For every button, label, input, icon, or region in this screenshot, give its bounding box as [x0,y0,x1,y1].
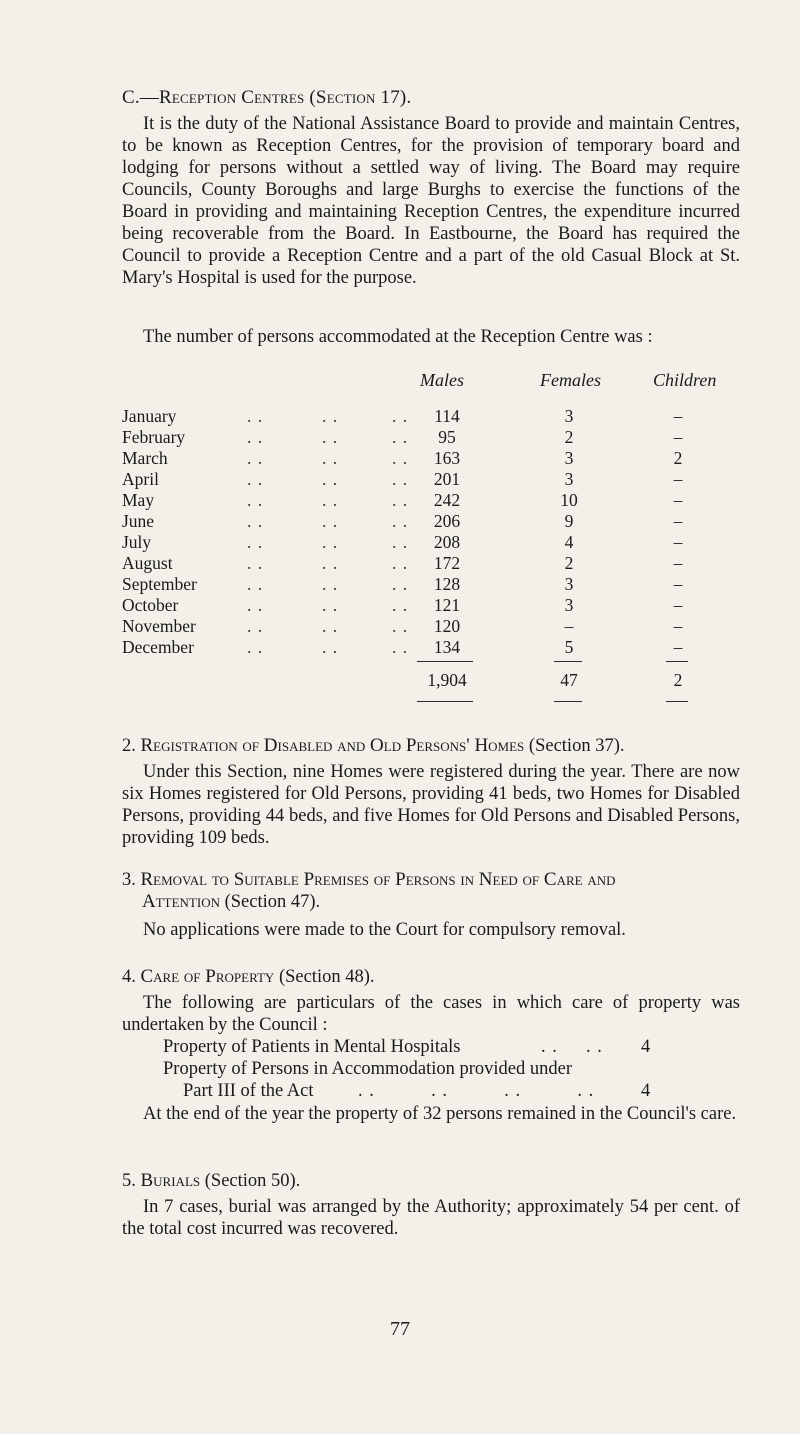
section-c-heading: C.—Reception Centres (Section 17). [122,87,412,108]
cell-children: – [673,616,683,636]
table-row [122,427,742,448]
cell-females: 2 [564,427,574,447]
section-c-paragraph: It is the duty of the National Assistance Board to provide and maintain Centres, to be known as Reception Centres, for the provision of temporary board and lodging for persons without a settled way of living. The Board may require Councils, County Boroughs and large Burghs to exercise the functions of the Board in providing and maintaining Reception Centres, the expenditure incurred being recoverable from the Board. In Eastbourne, the Board has required the Council to provide a Reception Centre and a part of the old Casual Block at St. Mary's Hospital is used for the purpose. [122,114,740,288]
property-item-2-value: 4 [641,1081,651,1101]
header-males: Males [420,370,464,390]
section-5-title-sc: Burials [140,1170,201,1191]
cell-females: 3 [564,595,574,615]
section-5-title [122,1170,722,1192]
total-rule-bottom-males [417,701,473,702]
section-3-title-line2: Attention [142,891,220,912]
cell-females: 4 [564,532,574,552]
section-2 [122,735,752,757]
total-rule-bottom-females [554,701,582,702]
section-5-number: 5. [122,1171,136,1191]
leader-dots: . . [247,490,264,510]
leader-dots: . . [247,406,264,426]
total-children: 2 [673,670,683,690]
leader-dots: . . [322,637,339,657]
property-item-1-value: 4 [641,1037,651,1057]
total-rule-top-females [554,661,582,662]
cell-children: – [673,532,683,552]
section-2-title-sc: Registration of Disabled and Old Persons' Homes [140,735,525,756]
month-label: April [122,469,159,489]
leader-dots: . . [392,406,409,426]
cell-females: 10 [560,490,578,510]
total-males: 1,904 [427,670,467,690]
section-2-title-tail: (Section 37). [528,736,625,756]
section-2-title [122,735,752,757]
leader-dots: . . [247,532,264,552]
cell-children: – [673,595,683,615]
leader-dots: . . [247,595,264,615]
section-4-number: 4. [122,967,136,987]
leader-dots: . . [247,511,264,531]
section-5-paragraph: In 7 cases, burial was arranged by the Authority; approximately 54 per cent. of the total cost incurred was recovered. [122,1197,740,1239]
cell-females: 3 [564,448,574,468]
cell-males: 172 [433,553,461,573]
leader-dots: . . [392,490,409,510]
table-row [122,637,742,658]
section-c [122,87,722,109]
table-row [122,532,742,553]
section-3-body [122,919,740,941]
section-3-paragraph: No applications were made to the Court for compulsory removal. [143,920,626,940]
table-row [122,574,742,595]
table-row [122,448,742,469]
cell-males: 120 [433,616,461,636]
cell-males: 114 [434,406,460,426]
month-label: November [122,616,196,636]
leader-dots: . . [247,427,264,447]
cell-females: 3 [564,469,574,489]
header-females: Females [540,370,601,390]
totals-row [122,670,742,691]
leader-dots: . . [322,574,339,594]
month-label: October [122,595,179,615]
section-4-paragraph: The following are particulars of the cases in which care of property was undertaken by the Council : [122,993,740,1035]
cell-children: – [673,427,683,447]
property-item-2-dots: . . . . . . . . [358,1081,595,1101]
total-rule-top-males [417,661,473,662]
leader-dots: . . [392,553,409,573]
cell-males: 206 [433,511,461,531]
cell-males: 121 [433,595,461,615]
leader-dots: . . [322,448,339,468]
section-4-title-sc: Care of Property [140,966,275,987]
table-row [122,616,742,637]
section-3-title-tail: (Section 47). [224,892,321,912]
section-5-title-tail: (Section 50). [204,1171,301,1191]
cell-males: 128 [433,574,461,594]
leader-dots: . . [247,616,264,636]
cell-females: – [564,616,574,636]
cell-males: 201 [433,469,461,489]
leader-dots: . . [247,469,264,489]
section-3-title-second [122,891,752,913]
cell-children: – [673,511,683,531]
section-5-body [122,1196,740,1240]
section-4-title-tail: (Section 48). [278,967,375,987]
cell-children: – [673,574,683,594]
cell-children: – [673,553,683,573]
table-row [122,511,742,532]
table-intro: The number of persons accommodated at the Reception Centre was : [143,327,653,347]
leader-dots: . . [322,616,339,636]
section-4 [122,966,722,988]
section-3-number: 3. [122,870,136,890]
section-4-closing-wrap [122,1103,740,1125]
cell-children: – [673,637,683,657]
cell-children: 2 [673,448,683,468]
section-2-paragraph: Under this Section, nine Homes were registered during the year. There are now six Homes registered for Old Persons, providing 41 beds, two Homes for Disabled Persons, providing 44 beds, and five Homes for Old Persons and Disabled Persons, providing 109 beds. [122,762,740,848]
section-2-number: 2. [122,736,136,756]
month-label: July [122,532,152,552]
leader-dots: . . [247,574,264,594]
property-item-1-dots: . . . . [541,1037,603,1057]
cell-males: 134 [433,637,461,657]
leader-dots: . . [322,406,339,426]
section-3 [122,869,752,913]
month-label: May [122,490,155,510]
leader-dots: . . [392,637,409,657]
leader-dots: . . [322,427,339,447]
leader-dots: . . [247,637,264,657]
month-label: December [122,637,194,657]
section-4-title [122,966,722,988]
leader-dots: . . [392,616,409,636]
table-row [122,406,742,427]
property-item-2-label-line2: Part III of the Act [183,1081,314,1101]
month-label: September [122,574,197,594]
header-children: Children [653,370,717,390]
cell-males: 95 [438,427,456,447]
leader-dots: . . [322,553,339,573]
cell-females: 9 [564,511,574,531]
property-item-2-label-line1: Property of Persons in Accommodation provided under [163,1059,572,1079]
leader-dots: . . [322,595,339,615]
section-c-body [122,113,740,289]
leader-dots: . . [322,511,339,531]
table-row [122,490,742,511]
month-label: February [122,427,186,447]
section-3-title [122,869,752,891]
section-2-body [122,761,740,849]
cell-children: – [673,469,683,489]
leader-dots: . . [247,448,264,468]
month-label: March [122,448,168,468]
leader-dots: . . [322,490,339,510]
total-females: 47 [560,670,578,690]
cell-males: 242 [433,490,461,510]
section-3-title-line1: Removal to Suitable Premises of Persons in Need of Care and [140,869,616,890]
month-label: June [122,511,155,531]
leader-dots: . . [392,532,409,552]
total-rule-bottom-children [666,701,688,702]
cell-females: 3 [564,574,574,594]
cell-males: 163 [433,448,461,468]
leader-dots: . . [392,427,409,447]
table-intro-wrap [122,326,762,348]
cell-females: 5 [564,637,574,657]
cell-females: 2 [564,553,574,573]
leader-dots: . . [322,532,339,552]
leader-dots: . . [392,469,409,489]
cell-children: – [673,406,683,426]
leader-dots: . . [247,553,264,573]
section-4-body [122,992,740,1036]
cell-children: – [673,490,683,510]
month-label: August [122,553,173,573]
cell-males: 208 [433,532,461,552]
table-row [122,553,742,574]
page-number: 77 [390,1318,410,1340]
section-5 [122,1170,722,1192]
property-item-1-label: Property of Patients in Mental Hospitals [163,1037,461,1057]
month-label: January [122,406,177,426]
leader-dots: . . [392,448,409,468]
leader-dots: . . [392,574,409,594]
table-row [122,469,742,490]
section-4-closing: At the end of the year the property of 32 persons remained in the Council's care. [143,1104,737,1124]
leader-dots: . . [392,511,409,531]
table-row [122,595,742,616]
leader-dots: . . [322,469,339,489]
cell-females: 3 [564,406,574,426]
total-rule-top-children [666,661,688,662]
leader-dots: . . [392,595,409,615]
